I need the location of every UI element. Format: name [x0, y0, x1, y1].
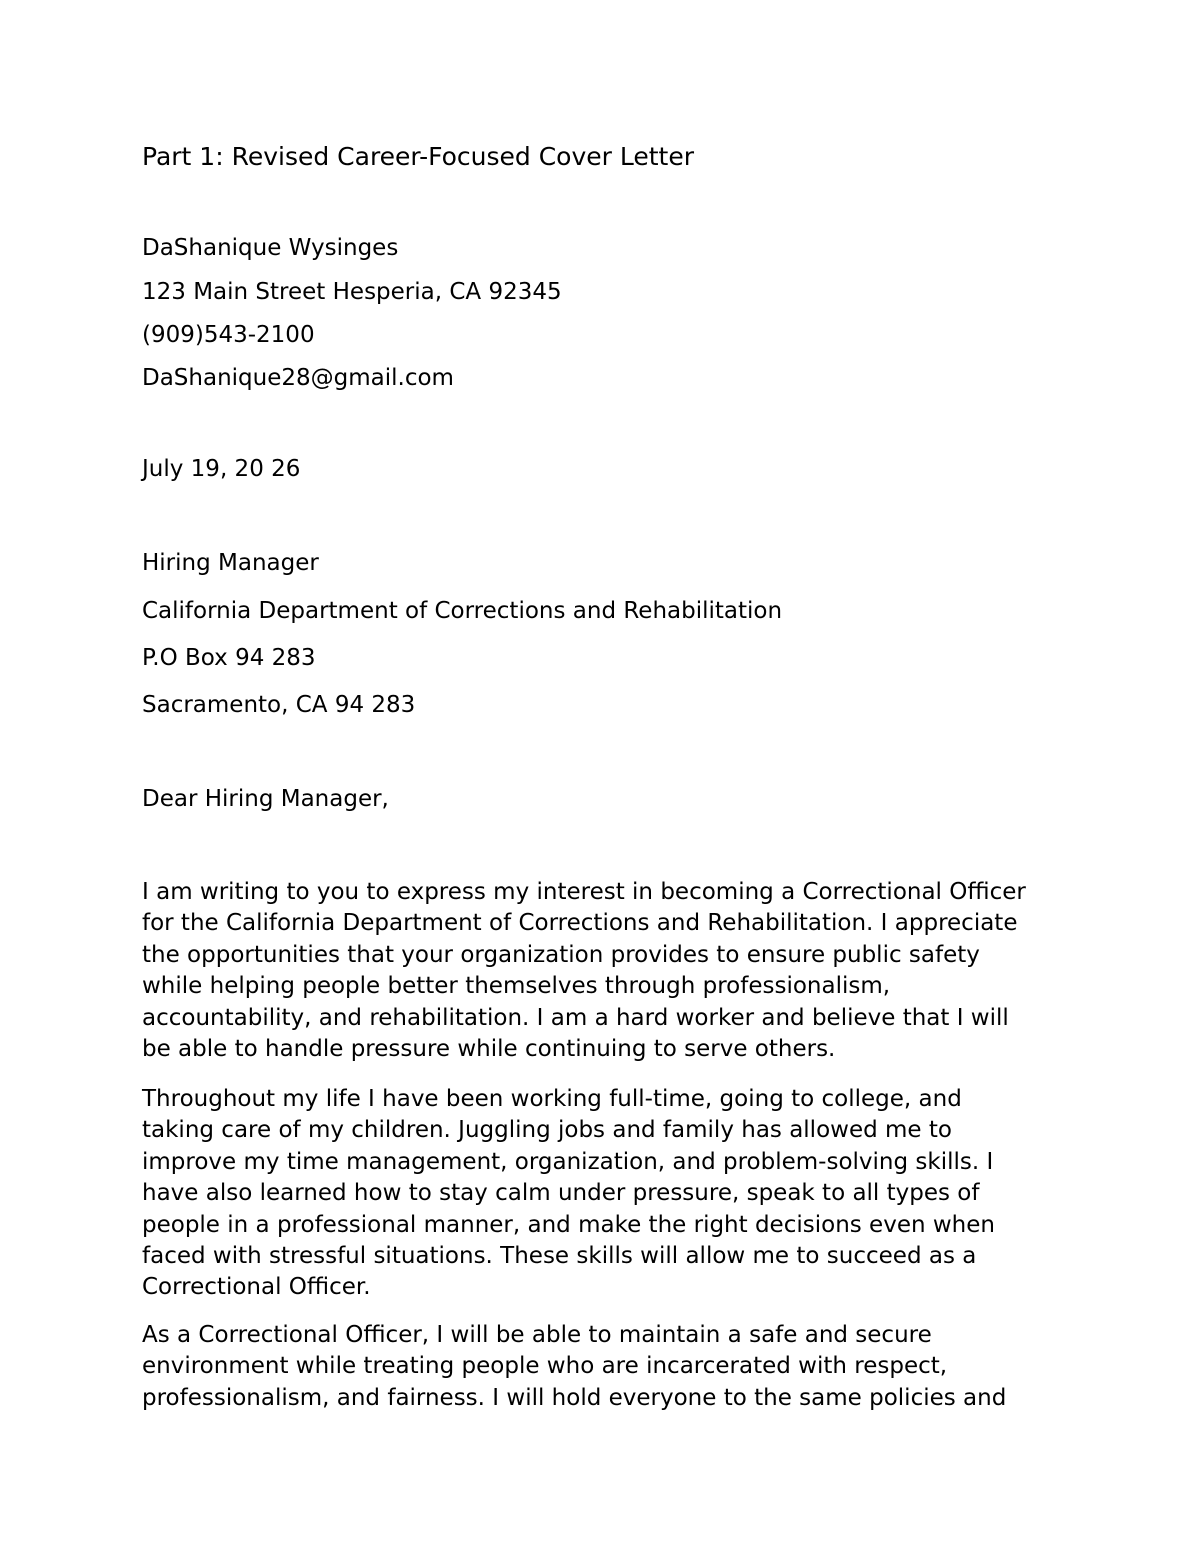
document-title: Part 1: Revised Career-Focused Cover Letter	[142, 142, 695, 171]
paragraph-line: professionalism, and fairness. I will hold everyone to the same policies and	[142, 1384, 1007, 1411]
paragraph-line: the opportunities that your organization provides to ensure public safety	[142, 941, 980, 968]
paragraph-line: Correctional Officer.	[142, 1274, 371, 1301]
sender-address: 123 Main Street Hesperia, CA 92345	[142, 279, 562, 305]
recipient-po-box: P.O Box 94 283	[142, 645, 316, 671]
paragraph-line: As a Correctional Officer, I will be able to maintain a safe and secure	[142, 1322, 932, 1348]
paragraph-line: improve my time management, organization, and problem-solving skills. I	[142, 1148, 994, 1175]
paragraph-line: while helping people better themselves through professionalism,	[142, 973, 891, 1000]
paragraph-line: for the California Department of Corrections and Rehabilitation. I appreciate	[142, 910, 1018, 937]
paragraph-line: accountability, and rehabilitation. I am a hard worker and believe that I will	[142, 1004, 1009, 1031]
body-paragraph	[142, 1084, 1062, 1304]
recipient-organization: California Department of Corrections and Rehabilitation	[142, 598, 783, 624]
salutation: Dear Hiring Manager,	[142, 786, 389, 812]
paragraph-line: Throughout my life I have been working full-time, going to college, and	[142, 1086, 962, 1112]
letter-date: July 19, 20 26	[142, 456, 301, 482]
recipient-city: Sacramento, CA 94 283	[142, 692, 416, 718]
body-paragraph	[142, 877, 1062, 1065]
paragraph-line: be able to handle pressure while continuing to serve others.	[142, 1036, 836, 1063]
recipient-title: Hiring Manager	[142, 550, 319, 576]
paragraph-line: taking care of my children. Juggling jobs and family has allowed me to	[142, 1117, 952, 1144]
sender-phone: (909)543-2100	[142, 322, 315, 348]
paragraph-line: I am writing to you to express my interest in becoming a Correctional Officer	[142, 879, 1026, 905]
paragraph-line: environment while treating people who are incarcerated with respect,	[142, 1353, 948, 1380]
sender-name: DaShanique Wysinges	[142, 235, 399, 261]
paragraph-line: faced with stressful situations. These skills will allow me to succeed as a	[142, 1243, 977, 1270]
sender-email: DaShanique28@gmail.com	[142, 365, 454, 391]
body-paragraph	[142, 1320, 1062, 1414]
paragraph-line: people in a professional manner, and make the right decisions even when	[142, 1211, 995, 1238]
paragraph-line: have also learned how to stay calm under pressure, speak to all types of	[142, 1180, 980, 1207]
